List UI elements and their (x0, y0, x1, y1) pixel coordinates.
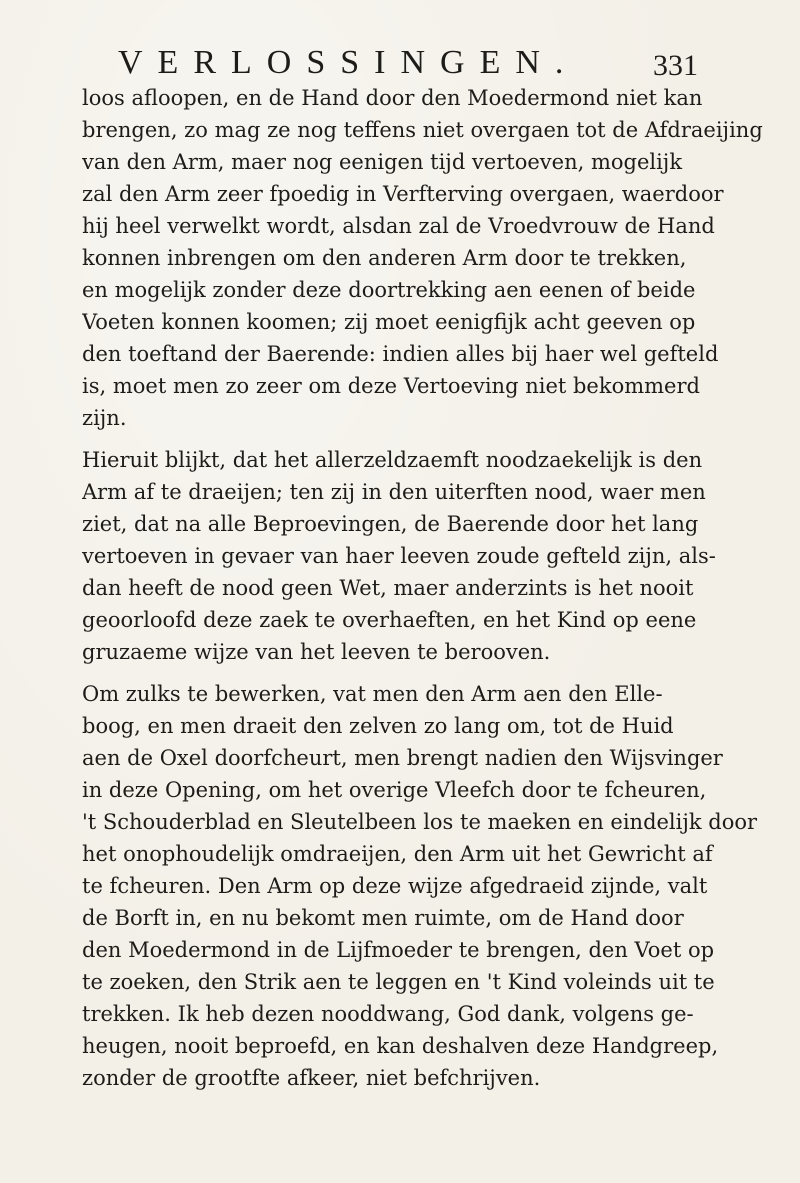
text-line: het onophoudelijk omdraeijen, den Arm uit het Gewricht af (82, 842, 713, 866)
body-text (82, 82, 782, 1094)
text-line: te fcheuren. Den Arm op deze wijze afgedraeid zijnde, valt (82, 874, 708, 898)
text-line: van den Arm, maer nog eenigen tijd vertoeven, mogelijk (82, 150, 683, 174)
text-line: en mogelijk zonder deze doortrekking aen eenen of beide (82, 278, 696, 302)
text-line: is, moet men zo zeer om deze Vertoeving niet bekommerd (82, 374, 700, 398)
text-line: zijn. (82, 406, 127, 430)
text-line: dan heeft de nood geen Wet, maer anderzints is het nooit (82, 576, 694, 600)
text-line: zal den Arm zeer fpoedig in Verfterving overgaen, waerdoor (82, 182, 724, 206)
running-title: VERLOSSINGEN. (118, 44, 579, 81)
text-line: trekken. Ik heb dezen nooddwang, God dank, volgens ge- (82, 1002, 694, 1026)
text-line: den toeftand der Baerende: indien alles bij haer wel gefteld (82, 342, 719, 366)
text-line: te zoeken, den Strik aen te leggen en 't Kind voleinds uit te (82, 970, 715, 994)
text-line: boog, en men draeit den zelven zo lang om, tot de Huid (82, 714, 674, 738)
text-line: geoorloofd deze zaek te overhaeften, en het Kind op eene (82, 608, 697, 632)
text-line: zonder de grootfte afkeer, niet befchrijven. (82, 1066, 541, 1090)
text-line: Arm af te draeijen; ten zij in den uiterften nood, waer men (82, 480, 706, 504)
text-line: vertoeven in gevaer van haer leeven zoude gefteld zijn, als- (82, 544, 716, 568)
text-line: konnen inbrengen om den anderen Arm door te trekken, (82, 246, 687, 270)
text-line: Om zulks te bewerken, vat men den Arm aen den Elle- (82, 682, 663, 706)
text-line: gruzaeme wijze van het leeven te berooven. (82, 640, 551, 664)
paragraph-2 (82, 444, 782, 668)
page-number: 331 (653, 49, 698, 82)
paragraph-gap (82, 668, 782, 678)
text-line: 't Schouderblad en Sleutelbeen los te maeken en eindelijk door (82, 810, 758, 834)
paragraph-gap (82, 434, 782, 444)
text-line: hij heel verwelkt wordt, alsdan zal de Vroedvrouw de Hand (82, 214, 715, 238)
text-line: heugen, nooit beproefd, en kan deshalven deze Handgreep, (82, 1034, 719, 1058)
text-line: brengen, zo mag ze nog teffens niet overgaen tot de Afdraeijing (82, 118, 763, 142)
text-line: Hieruit blijkt, dat het allerzeldzaemft noodzaekelijk is den (82, 448, 703, 472)
paragraph-1 (82, 82, 782, 434)
text-line: loos afloopen, en de Hand door den Moedermond niet kan (82, 86, 703, 110)
text-line: ziet, dat na alle Beproevingen, de Baerende door het lang (82, 512, 699, 536)
text-line: de Borft in, en nu bekomt men ruimte, om de Hand door (82, 906, 684, 930)
text-line: den Moedermond in de Lijfmoeder te brengen, den Voet op (82, 938, 715, 962)
text-line: Voeten konnen koomen; zij moet eenigfijk acht geeven op (82, 310, 696, 334)
text-line: in deze Opening, om het overige Vleefch door te fcheuren, (82, 778, 707, 802)
text-line: aen de Oxel doorfcheurt, men brengt nadien den Wijsvinger (82, 746, 723, 770)
paragraph-3 (82, 678, 782, 1094)
